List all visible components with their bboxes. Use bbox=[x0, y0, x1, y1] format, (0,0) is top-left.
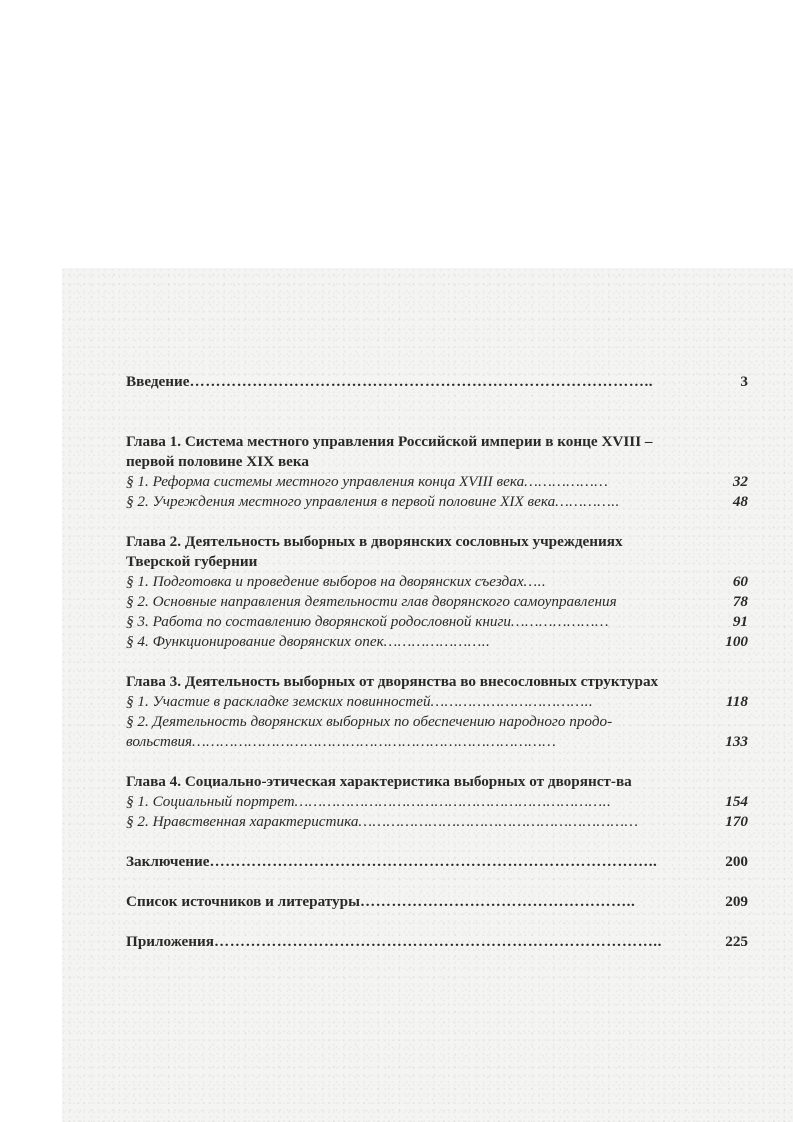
dot-leader: ….. bbox=[523, 573, 547, 590]
page-number: 3 bbox=[740, 373, 748, 390]
dot-leader: …………………………………………………… bbox=[358, 813, 639, 830]
page-number: 118 bbox=[726, 693, 748, 710]
table-of-contents bbox=[126, 372, 748, 952]
chapter-2-heading[interactable]: Глава 2. Деятельность выборных в дворянских сословных учреждениях Тверской губернии bbox=[126, 533, 623, 570]
entry-title: § 2. Деятельность дворянских выборных по обеспечению народного продо- bbox=[126, 713, 613, 730]
page-number: 154 bbox=[725, 793, 748, 810]
page-number: 60 bbox=[732, 573, 748, 590]
page-number: 100 bbox=[725, 633, 748, 650]
page-number: 48 bbox=[732, 493, 748, 510]
toc-entry-sources[interactable] bbox=[126, 892, 748, 912]
toc-entry-3-2-line-1[interactable] bbox=[126, 712, 748, 732]
entry-title: § 2. Учреждения местного управления в первой половине XIX века bbox=[126, 493, 556, 510]
page-number: 200 bbox=[725, 853, 748, 870]
dot-leader: …………………………………………………………………………….. bbox=[189, 373, 654, 390]
toc-entry-3-2-line-2[interactable] bbox=[126, 732, 748, 752]
entry-title: Приложения bbox=[126, 933, 215, 950]
page-number: 133 bbox=[725, 733, 748, 750]
toc-entry-4-2[interactable] bbox=[126, 812, 748, 832]
entry-title: § 3. Работа по составлению дворянской родословной книги bbox=[126, 613, 512, 630]
page-number: 78 bbox=[732, 593, 748, 610]
entry-title: § 1. Подготовка и проведение выборов на дворянских съездах bbox=[126, 573, 524, 590]
toc-entry-1-2[interactable] bbox=[126, 492, 748, 512]
toc-entry-conclusion[interactable] bbox=[126, 852, 748, 872]
page-number: 170 bbox=[725, 813, 748, 830]
dot-leader: …………………………….. bbox=[430, 693, 594, 710]
toc-entry-3-1[interactable] bbox=[126, 692, 748, 712]
toc-entry-appendix[interactable] bbox=[126, 932, 748, 952]
entry-title: Введение bbox=[126, 373, 190, 390]
dot-leader: ………………….. bbox=[383, 633, 491, 650]
entry-title: § 2. Нравственная характеристика bbox=[126, 813, 359, 830]
dot-leader: ………………… bbox=[511, 613, 610, 630]
entry-title: § 1. Участие в раскладке земских повинностей bbox=[126, 693, 431, 710]
dot-leader: ………….. bbox=[555, 493, 620, 510]
dot-leader: …………………………………………….. bbox=[359, 893, 636, 910]
dot-leader: ………………………………………………………………………….. bbox=[214, 933, 662, 950]
toc-entry-2-1[interactable] bbox=[126, 572, 748, 592]
dot-leader: ………………………………………………………………………….. bbox=[209, 853, 658, 870]
entry-title: § 1. Социальный портрет bbox=[126, 793, 295, 810]
dot-leader: ……………… bbox=[524, 473, 609, 490]
toc-entry-4-1[interactable] bbox=[126, 792, 748, 812]
page-number: 225 bbox=[725, 933, 748, 950]
toc-entry-1-1[interactable] bbox=[126, 472, 748, 492]
toc-entry-introduction[interactable] bbox=[126, 372, 748, 392]
page-number: 91 bbox=[732, 613, 748, 630]
entry-title: § 1. Реформа системы местного управления конца XVIII века bbox=[126, 473, 525, 490]
chapter-1-heading[interactable]: Глава 1. Система местного управления Российской империи в конце XVIII – первой половине XIX века bbox=[126, 433, 653, 470]
dot-leader: …………………………………………………………………… bbox=[192, 733, 557, 750]
chapter-3-heading[interactable]: Глава 3. Деятельность выборных от дворянства во внесословных структурах bbox=[126, 673, 659, 690]
toc-entry-2-2[interactable] bbox=[126, 592, 748, 612]
entry-title-continued: вольствия bbox=[126, 733, 193, 750]
chapter-4-heading[interactable]: Глава 4. Социально-этическая характеристика выборных от дворянст-ва bbox=[126, 773, 632, 790]
toc-entry-2-3[interactable] bbox=[126, 612, 748, 632]
entry-title: § 4. Функционирование дворянских опек bbox=[126, 633, 384, 650]
page-number: 32 bbox=[732, 473, 748, 490]
entry-title: § 2. Основные направления деятельности глав дворянского самоуправления bbox=[126, 593, 617, 610]
entry-title: Заключение bbox=[126, 853, 210, 870]
toc-entry-2-4[interactable] bbox=[126, 632, 748, 652]
dot-leader: ………………………………………………………….. bbox=[294, 793, 612, 810]
page-number: 209 bbox=[725, 893, 748, 910]
entry-title: Список источников и литературы bbox=[126, 893, 360, 910]
